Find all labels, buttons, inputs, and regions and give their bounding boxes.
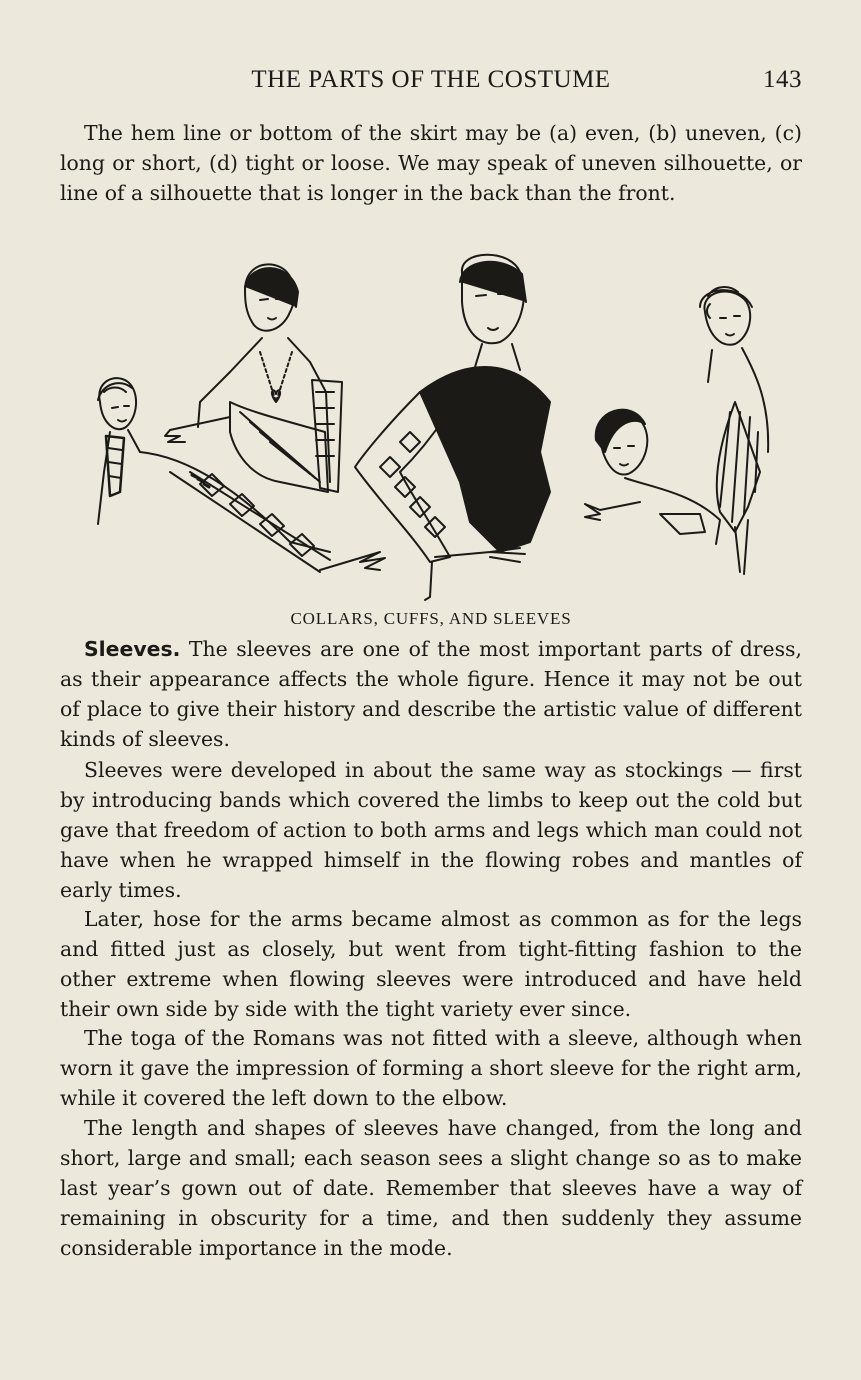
paragraph-stockings xyxy=(60,755,802,905)
paragraph-text: Later, hose for the arms became almost as common as for the legs and fitted just as closely, but went from tight-fitting fashion to the other extreme when flowing sleeves were introduced and have held their own side by side with the tight variety ever since. xyxy=(60,907,802,1021)
paragraph-hose xyxy=(60,904,802,1024)
paragraph-length-shapes xyxy=(60,1113,802,1263)
paragraph-toga xyxy=(60,1023,802,1113)
section-heading: Sleeves. xyxy=(84,637,181,661)
running-head xyxy=(60,66,802,98)
figure-black-dress xyxy=(355,255,550,600)
paragraph-text: The toga of the Romans was not fitted with a sleeve, although when worn it gave the impression of forming a short sleeve for the right arm, while it covered the left down to the elbow. xyxy=(60,1026,802,1110)
paragraph-text: Sleeves were developed in about the same way as stockings — first by introducing bands which covered the limbs to keep out the cold but gave that freedom of action to both arms and legs which man could not have when he wrapped himself in the flowing robes and mantles of early times. xyxy=(60,758,802,902)
paragraph-line xyxy=(60,634,802,754)
paragraph-text: The sleeves are one of the most important parts of dress, as their appearance affects the whole figure. Hence it may not be out of place to give their history and describe the artistic value of different kinds of sleeves. xyxy=(60,637,802,751)
fashion-illustration xyxy=(80,252,780,608)
page-number: 143 xyxy=(763,66,802,93)
paragraph-text: The hem line or bottom of the skirt may be (a) even, (b) uneven, (c) long or short, (d) tight or loose. We may speak of uneven silhouette, or line of a silhouette that is longer in the back than the front. xyxy=(60,121,802,205)
paragraph-text: The length and shapes of sleeves have changed, from the long and short, large and small; each season sees a slight change so as to make last year’s gown out of date. Remember that sleeves have a way of remaining in obscurity for a time, and then suddenly they assume considerable importance in the mode. xyxy=(60,1116,802,1260)
running-title: THE PARTS OF THE COSTUME xyxy=(251,66,611,93)
figure-ruffle-sleeve xyxy=(700,287,768,574)
figure-pointing-woman xyxy=(585,410,720,544)
paragraph-hem-line xyxy=(60,118,802,208)
figure-heart-necklace xyxy=(165,264,342,492)
illustration-drawing xyxy=(80,252,780,608)
paragraph-sleeves xyxy=(60,634,802,754)
figure-caption: COLLARS, CUFFS, AND SLEEVES xyxy=(290,609,572,628)
